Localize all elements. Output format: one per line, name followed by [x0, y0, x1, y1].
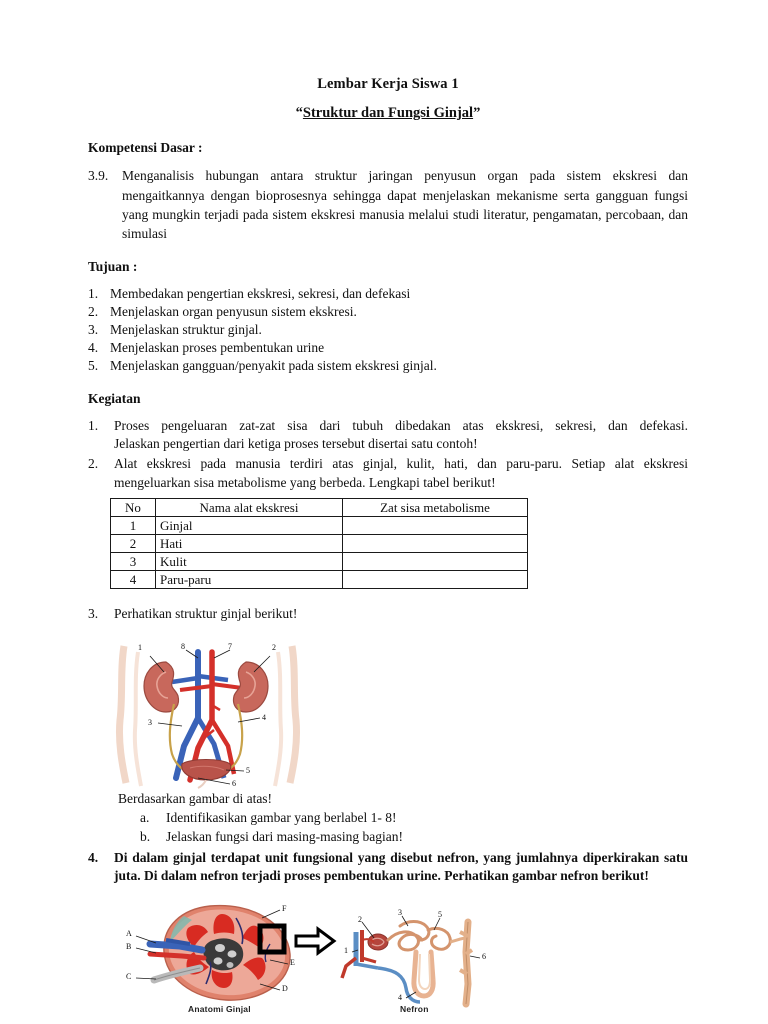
kegiatan-line: juta. Di dalam nefron terjadi proses pembentukan urine. Perhatikan gambar nefron berikut!	[114, 868, 649, 884]
kd-number: 3.9.	[88, 168, 109, 184]
tujuan-text: Menjelaskan organ penyusun sistem ekskresi.	[110, 303, 357, 319]
list-item	[88, 285, 688, 303]
sub-letter: b.	[140, 828, 151, 844]
nephron-caption: Nefron	[400, 1003, 429, 1014]
cell-zat[interactable]	[343, 517, 528, 535]
cell-zat[interactable]	[343, 535, 528, 553]
list-item	[88, 339, 688, 357]
tujuan-text: Menjelaskan struktur ginjal.	[110, 321, 262, 337]
kidney-label-e: E	[290, 957, 295, 967]
cell-no: 2	[111, 535, 156, 553]
ekskresi-table	[110, 498, 528, 589]
tujuan-text: Membedakan pengertian ekskresi, sekresi, dan defekasi	[110, 286, 411, 302]
kidney-label-d: D	[282, 983, 288, 993]
subtitle-text: Struktur dan Fungsi Ginjal	[302, 105, 474, 122]
kompetensi-dasar-item	[88, 166, 688, 243]
cell-no: 4	[111, 571, 156, 589]
kidney-label-c: C	[126, 971, 132, 981]
tujuan-list	[88, 285, 688, 375]
page-content	[88, 76, 688, 1016]
berdasarkan-item-b	[140, 828, 688, 847]
cell-alat: Kulit	[156, 553, 343, 571]
kegiatan-line: Proses pengeluaran zat-zat sisa dari tubuh dibedakan atas ekskresi, sekresi, dan defekasi.	[114, 417, 688, 433]
sub-letter: a.	[140, 809, 150, 825]
kegiatan-number: 3.	[88, 606, 99, 622]
kegiatan-item-2	[88, 455, 688, 492]
nephron-label-6: 6	[482, 951, 486, 961]
list-item	[88, 321, 688, 339]
tujuan-text: Menjelaskan gangguan/penyakit pada sistem ekskresi ginjal.	[110, 357, 437, 373]
nephron-label-4: 4	[398, 992, 402, 1002]
ekskresi-table-wrapper	[110, 498, 688, 589]
nephron-label-1: 1	[344, 945, 348, 955]
kidney-anatomy-caption: Anatomi Ginjal	[188, 1003, 251, 1014]
sub-text: Identifikasikan gambar yang berlabel 1- 8!	[166, 809, 397, 825]
berdasarkan-intro: Berdasarkan gambar di atas!	[118, 790, 273, 806]
urinary-label-6: 6	[232, 778, 236, 788]
subtitle-close-quote: ”	[473, 105, 481, 122]
urinary-label-1: 1	[138, 642, 142, 652]
table-row	[111, 517, 528, 535]
kidney-label-b: B	[126, 941, 132, 951]
cell-zat[interactable]	[343, 553, 528, 571]
table-row	[111, 571, 528, 589]
column-header-zat: Zat sisa metabolisme	[343, 499, 528, 517]
kegiatan-heading: Kegiatan	[88, 390, 141, 406]
urinary-label-2: 2	[272, 642, 276, 652]
cell-zat[interactable]	[343, 571, 528, 589]
nephron-label-5: 5	[438, 909, 442, 919]
list-item	[88, 357, 688, 375]
table-row	[111, 535, 528, 553]
tujuan-number: 2.	[88, 303, 99, 319]
kegiatan-list	[88, 417, 688, 493]
tujuan-number: 3.	[88, 321, 99, 337]
urinary-system-illustration	[110, 638, 306, 790]
kegiatan-number: 4.	[88, 849, 99, 865]
kegiatan-number: 2.	[88, 456, 99, 472]
kegiatan-item-3	[88, 605, 688, 624]
cell-alat: Paru-paru	[156, 571, 343, 589]
urinary-label-4: 4	[262, 712, 266, 722]
urinary-label-8: 8	[181, 641, 185, 651]
cell-no: 1	[111, 517, 156, 535]
kegiatan-line: mengeluarkan sisa metabolisme yang berbeda. Lengkapi tabel berikut!	[114, 474, 496, 490]
urinary-label-5: 5	[246, 765, 250, 775]
kidney-nephron-figure	[110, 896, 500, 1016]
berdasarkan-item-a	[140, 809, 688, 828]
kegiatan-text	[114, 849, 688, 886]
tujuan-number: 4.	[88, 339, 99, 355]
kegiatan-item-4	[88, 849, 688, 886]
nephron-label-2: 2	[358, 914, 362, 924]
kegiatan-line: Alat ekskresi pada manusia terdiri atas ginjal, kulit, hati, dan paru-paru. Setiap alat ekskresi	[114, 456, 688, 472]
urinary-label-7: 7	[228, 641, 232, 651]
kidney-label-f: F	[282, 903, 287, 913]
urinary-system-figure	[110, 638, 306, 790]
page-title: Lembar Kerja Siswa 1	[317, 76, 459, 92]
page-subtitle	[88, 105, 688, 122]
table-header-row	[111, 499, 528, 517]
tujuan-number: 5.	[88, 357, 99, 373]
kegiatan-number: 1.	[88, 417, 99, 433]
kegiatan-item-1	[88, 417, 688, 454]
subtitle-open-quote: “	[295, 105, 303, 122]
column-header-alat: Nama alat ekskresi	[156, 499, 343, 517]
tujuan-heading: Tujuan :	[88, 259, 138, 275]
kd-text: Menganalisis hubungan antara struktur jaringan penyusun organ pada sistem ekskresi dan mengaitkannya dengan bioprosesnya sehingga dapat menjelaskan mekanisme serta gangguan fungsi yang mungkin terjadi pada sistem ekskresi manusia melalui studi literatur, pengamatan, percobaan, dan simulasi	[122, 168, 688, 241]
table-row	[111, 553, 528, 571]
cell-alat: Ginjal	[156, 517, 343, 535]
cell-alat: Hati	[156, 535, 343, 553]
cell-no: 3	[111, 553, 156, 571]
urinary-label-3: 3	[148, 717, 152, 727]
tujuan-number: 1.	[88, 286, 99, 302]
kompetensi-dasar-heading: Kompetensi Dasar :	[88, 140, 203, 156]
sub-text: Jelaskan fungsi dari masing-masing bagian!	[166, 828, 403, 844]
berdasarkan-block	[118, 790, 688, 847]
kegiatan-line: Jelaskan pengertian dari ketiga proses tersebut disertai satu contoh!	[114, 436, 478, 452]
kegiatan-text	[114, 455, 688, 492]
kegiatan-line: Di dalam ginjal terdapat unit fungsional yang disebut nefron, yang jumlahnya diperkirakan satu	[114, 849, 688, 865]
kegiatan-text: Perhatikan struktur ginjal berikut!	[114, 606, 298, 622]
kegiatan-text	[114, 417, 688, 454]
kidney-label-a: A	[126, 928, 132, 938]
list-item	[88, 303, 688, 321]
tujuan-text: Menjelaskan proses pembentukan urine	[110, 339, 325, 355]
column-header-no: No	[111, 499, 156, 517]
nephron-label-3: 3	[398, 907, 402, 917]
